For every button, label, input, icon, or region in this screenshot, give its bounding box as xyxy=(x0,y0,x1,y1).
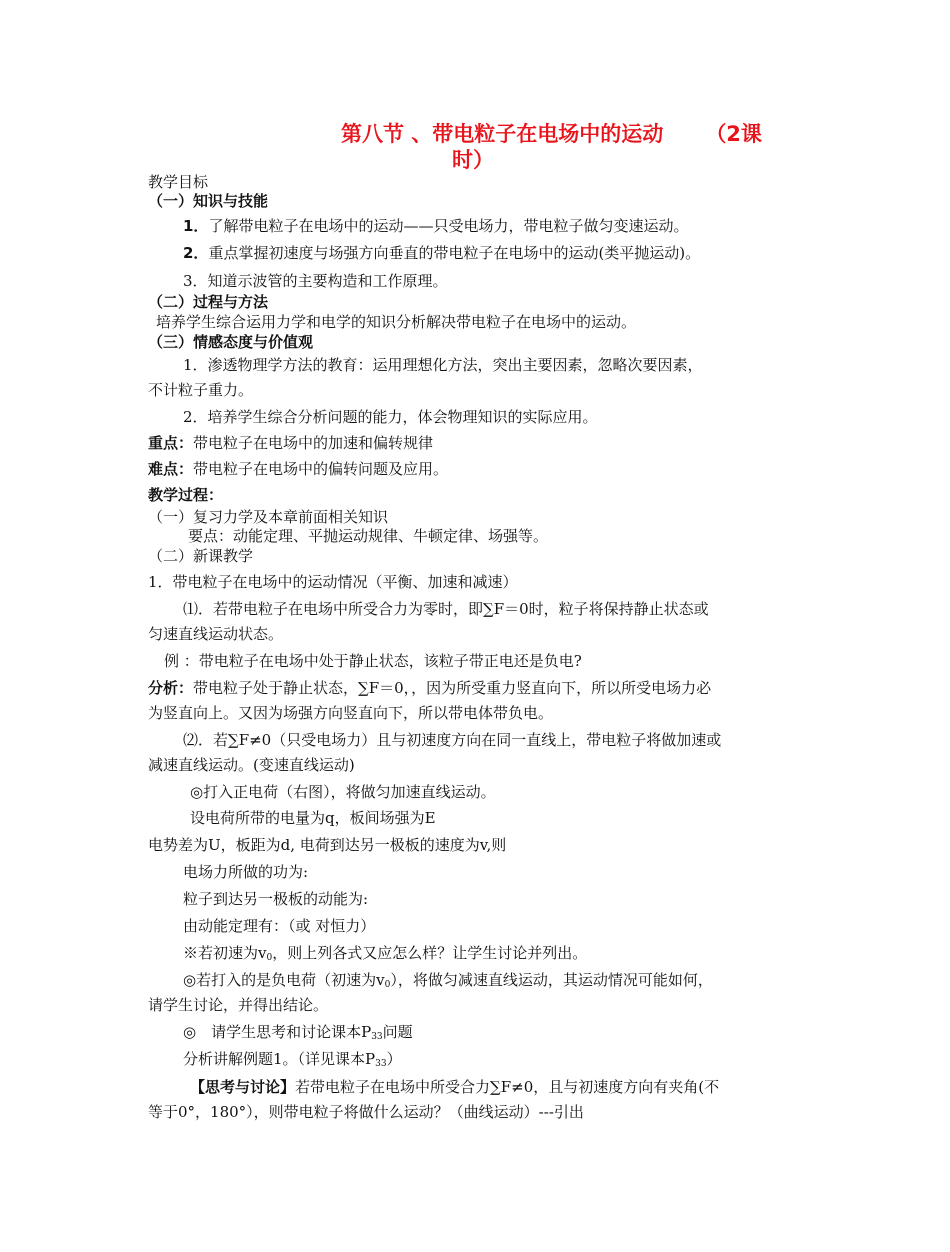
setup-line-a: 设电荷所带的电量为q，板间场强为E xyxy=(190,809,436,827)
example-question: 例 ：带电粒子在电场中处于静止状态，该粒子带正电还是负电? xyxy=(164,652,582,670)
case-1-line-a: ⑴．若带电粒子在电场中所受合力为零时，即∑F＝0时，粒子将保持静止状态或 xyxy=(183,600,709,618)
section-knowledge-heading: （一）知识与技能 xyxy=(148,192,269,210)
topic-1: 1．带电粒子在电场中的运动情况（平衡、加速和减速） xyxy=(148,573,518,591)
title-main: 第八节 、带电粒子在电场中的运动 xyxy=(341,122,664,146)
think-line: ◎ 请学生思考和讨论课本$P_{33}$问题 xyxy=(183,1023,413,1042)
objective-item-1: 1．了解带电粒子在电场中的运动——只受电场力，带电粒子做匀变速运动。 xyxy=(183,217,689,235)
title-line-2: 时） xyxy=(452,148,494,172)
section-values-heading: （三）情感态度与价值观 xyxy=(148,333,314,351)
values-item-1b: 不计粒子重力。 xyxy=(148,381,254,399)
analysis-line-b: 为竖直向上。又因为场强方向竖直向下，所以带电体带负电。 xyxy=(148,704,554,722)
objective-item-2: 2．重点掌握初速度与场强方向垂直的带电粒子在电场中的运动(类平抛运动)。 xyxy=(183,244,701,262)
section-method-heading: （二）过程与方法 xyxy=(148,293,269,311)
section-method-text: 培养学生综合运用力学和电学的知识分析解决带电粒子在电场中的运动。 xyxy=(156,313,637,331)
kinetic-energy-line: 粒子到达另一极板的动能为: xyxy=(183,890,369,908)
setup-line-b: 电势差为U，板距为d, 电荷到达另一极板的速度为v,则 xyxy=(148,836,507,854)
objective-item-3: 3．知道示波管的主要构造和工作原理。 xyxy=(183,272,448,290)
title-suffix: （2课 xyxy=(705,122,762,146)
positive-charge-line: ◎打入正电荷（右图），将做匀加速直线运动。 xyxy=(190,783,496,801)
discussion-line-b: 等于0°，180°），则带电粒子将做什么运动？（曲线运动）---引出 xyxy=(148,1103,584,1121)
discussion-line-a: 【思考与讨论】若带电粒子在电场中所受合力∑F≠0，且与初速度方向有夹角(不 xyxy=(190,1078,720,1096)
difficult-point: 难点：带电粒子在电场中的偏转问题及应用。 xyxy=(148,460,449,478)
theorem-line: 由动能定理有：（或 对恒力） xyxy=(183,917,376,935)
review-points: 要点：动能定理、平抛运动规律、牛顿定律、场强等。 xyxy=(188,527,549,545)
case-2-line-a: ⑵．若∑F≠0（只受电场力）且与初速度方向在同一直线上，带电粒子将做加速或 xyxy=(183,731,722,749)
key-point: 重点：带电粒子在电场中的加速和偏转规律 xyxy=(148,434,434,452)
example-1-line: 分析讲解例题1。（详见课本$P_{33}$） xyxy=(183,1050,402,1069)
case-2-line-b: 减速直线运动。(变速直线运动) xyxy=(148,756,355,774)
negative-charge-line-a: ◎若打入的是负电荷（初速为$v_0$），将做匀减速直线运动，其运动情况可能如何， xyxy=(183,971,713,990)
title-line-1 xyxy=(341,121,762,147)
negative-charge-line-b: 请学生讨论，并得出结论。 xyxy=(148,996,329,1014)
analysis-line-a: 分析：带电粒子处于静止状态，∑F＝0，，因为所受重力竖直向下，所以所受电场力必 xyxy=(148,679,712,697)
initial-velocity-line: ※若初速为$v_0$，则上列各式又应怎么样？让学生讨论并列出。 xyxy=(183,944,588,963)
objectives-heading: 教学目标 xyxy=(148,173,209,191)
values-item-1a: 1．渗透物理学方法的教育：运用理想化方法，突出主要因素，忽略次要因素， xyxy=(183,356,703,374)
review-heading: （一）复习力学及本章前面相关知识 xyxy=(148,508,389,526)
process-heading: 教学过程： xyxy=(148,486,224,504)
case-1-line-b: 匀速直线运动状态。 xyxy=(148,625,284,643)
new-lesson-heading: （二）新课教学 xyxy=(148,547,254,565)
work-line: 电场力所做的功为: xyxy=(183,863,309,881)
values-item-2: 2．培养学生综合分析问题的能力，体会物理知识的实际应用。 xyxy=(183,408,598,426)
